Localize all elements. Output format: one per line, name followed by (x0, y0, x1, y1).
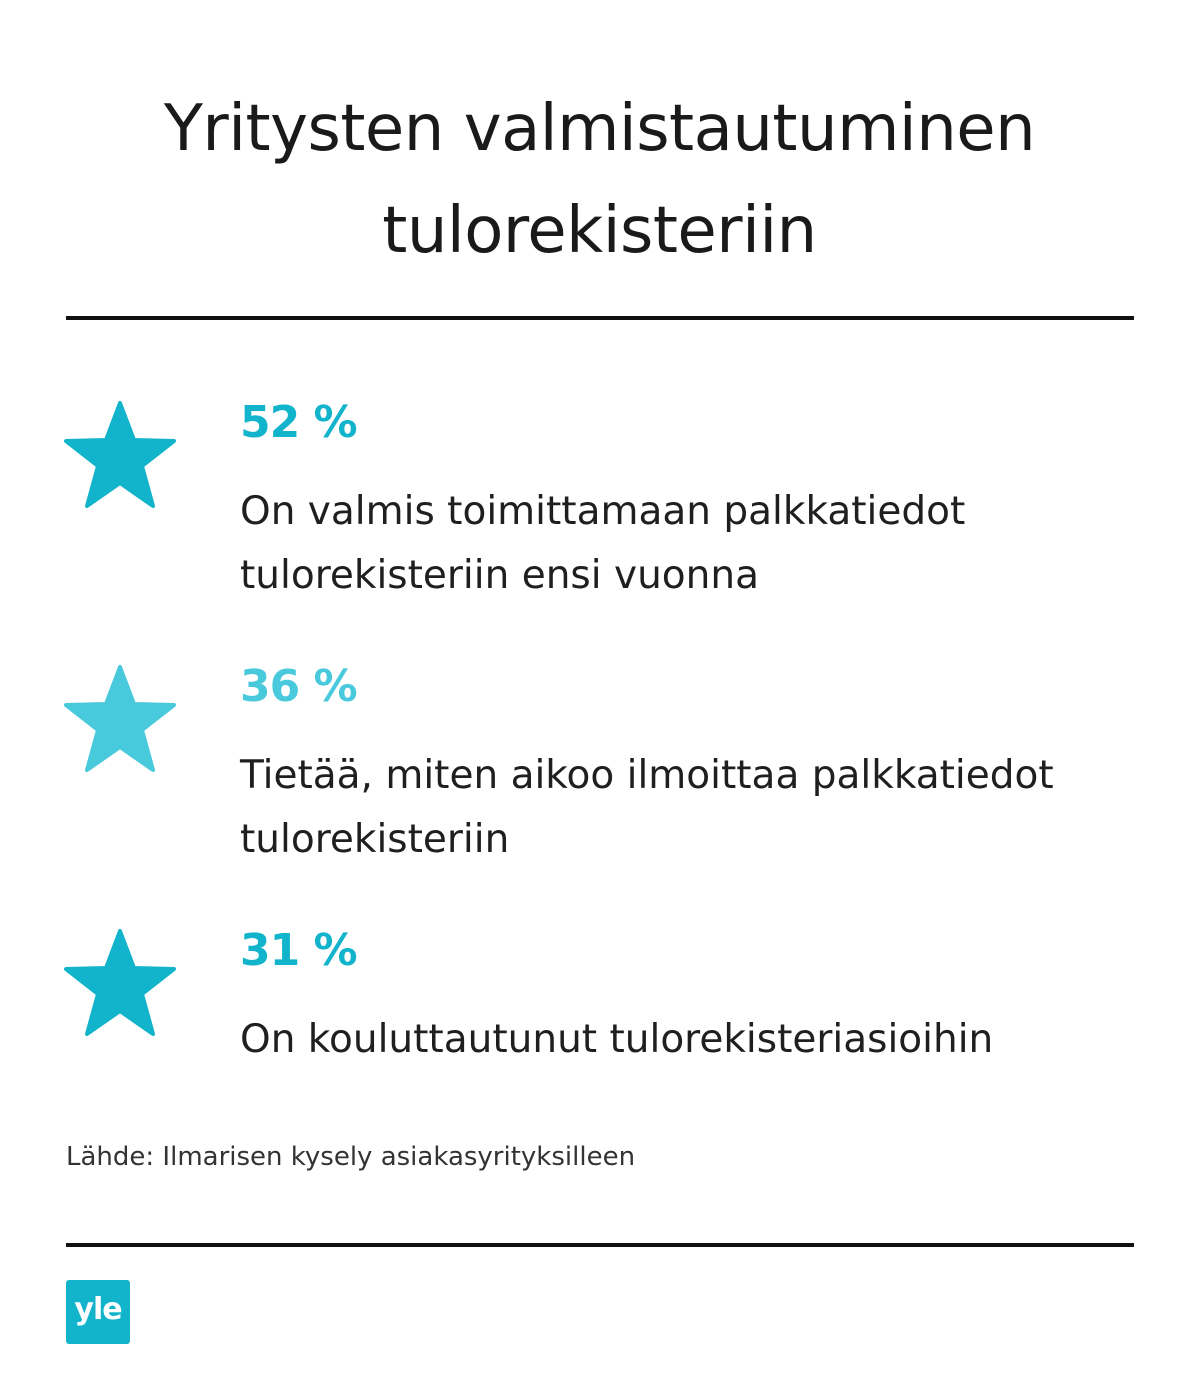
page-title (0, 78, 1199, 282)
stat-description-line-2: tulorekisteriin ensi vuonna (240, 553, 759, 598)
stat-description-line-1: Tietää, miten aikoo ilmoittaa palkkatiedot (240, 753, 1054, 798)
star-icon (64, 664, 176, 774)
source-note: Lähde: Ilmarisen kysely asiakasyrityksilleen (66, 1142, 636, 1172)
star-icon (64, 400, 176, 510)
title-line-2: tulorekisteriin (382, 194, 817, 268)
stat-percent: 36 % (240, 661, 357, 712)
top-divider (66, 316, 1134, 320)
star-icon (64, 928, 176, 1038)
stat-description (240, 1008, 1140, 1072)
yle-logo: yle (66, 1280, 130, 1344)
stat-percent: 31 % (240, 925, 357, 976)
bottom-divider (66, 1243, 1134, 1247)
stat-description-line-1: On valmis toimittamaan palkkatiedot (240, 489, 966, 534)
stat-percent: 52 % (240, 397, 357, 448)
stat-description (240, 480, 1140, 608)
stat-description (240, 744, 1140, 872)
stat-description-line-2: tulorekisteriin (240, 817, 510, 862)
title-line-1: Yritysten valmistautuminen (163, 92, 1036, 166)
stat-description-line-1: On kouluttautunut tulorekisteriasioihin (240, 1017, 994, 1062)
